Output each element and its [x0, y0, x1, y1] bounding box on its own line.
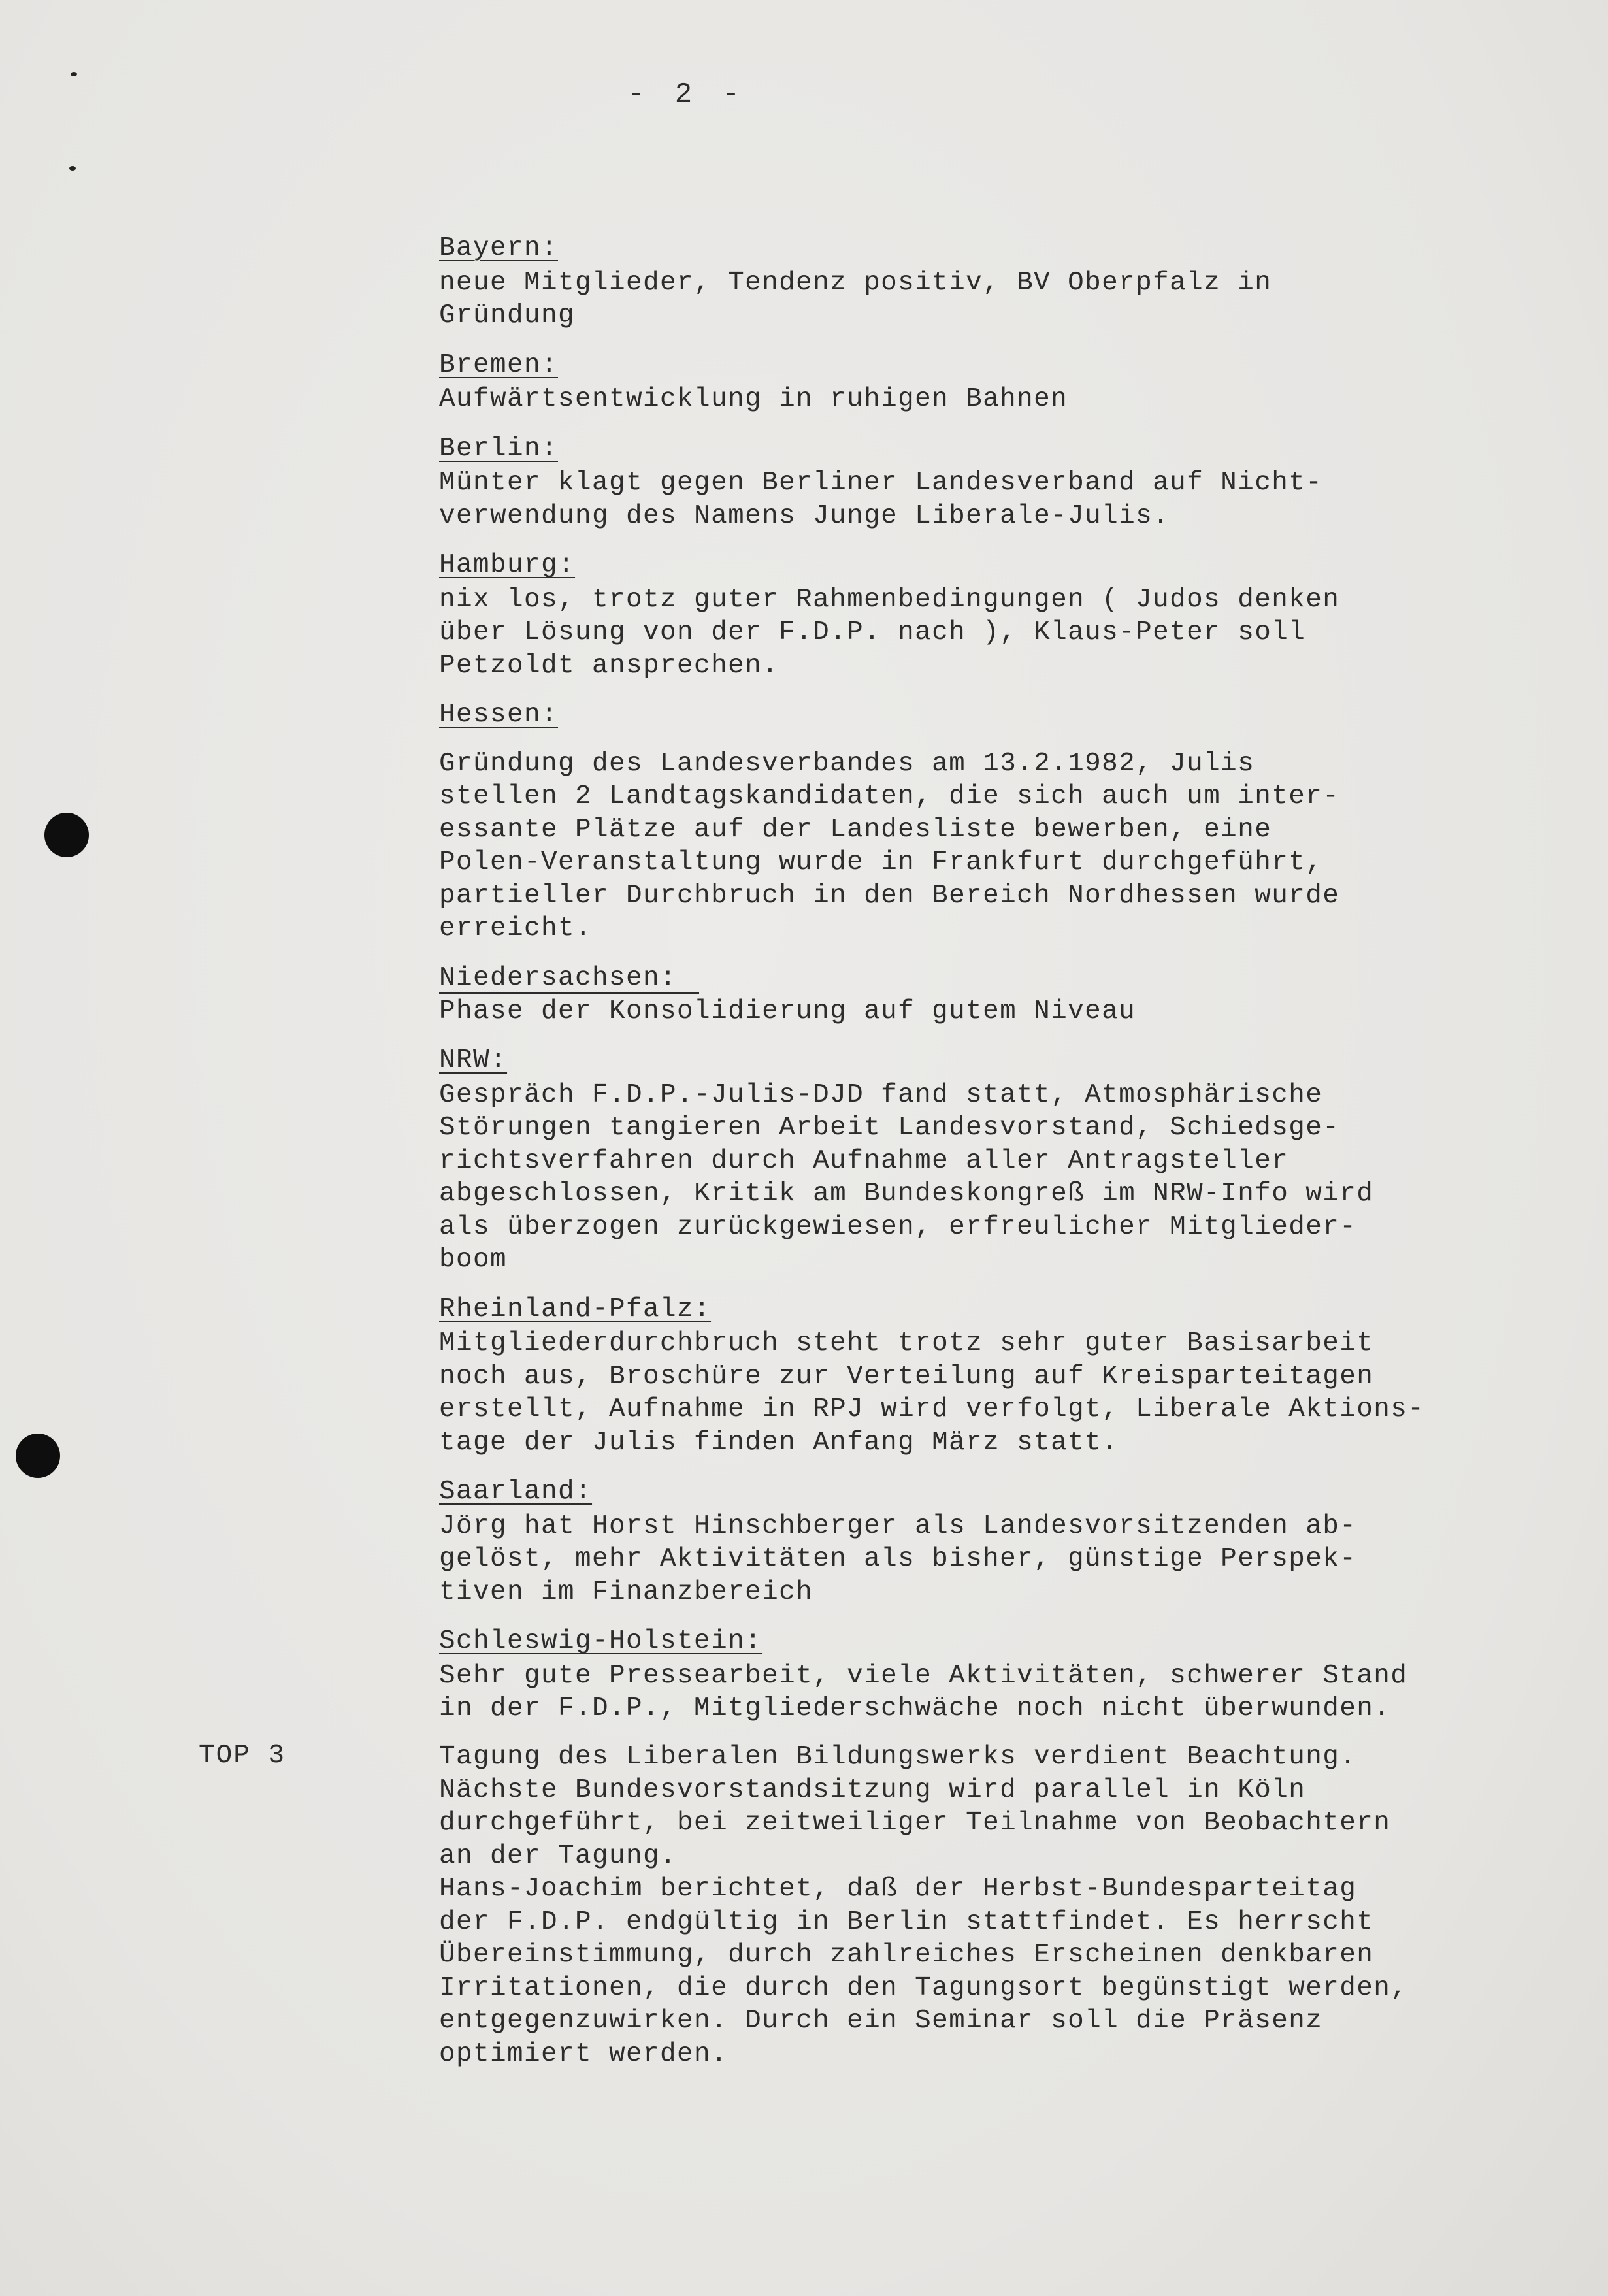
section-bayern — [439, 232, 1589, 333]
section-body: Gründung des Landesverbandes am 13.2.1982, Julis stellen 2 Landtagskandidaten, die sich auch um inter- essante Plätze auf der Landesliste bewerben, eine Polen-Veranstaltung wurde in Frankfurt durchgeführt, partieller Durchbruch in den Bereich Nordhessen wurde erreicht. — [439, 748, 1340, 943]
section-berlin — [439, 433, 1589, 533]
section-body: neue Mitglieder, Tendenz positiv, BV Oberpfalz in Gründung — [439, 267, 1272, 331]
punch-hole — [44, 813, 89, 857]
section-body: Jörg hat Horst Hinschberger als Landesvorsitzenden ab- gelöst, mehr Aktivitäten als bisher, günstige Perspek- tiven im Finanzbereich — [439, 1511, 1357, 1607]
section-heading: Bayern: — [439, 233, 559, 263]
section-niedersachsen — [439, 962, 1589, 1028]
section-nrw — [439, 1044, 1589, 1277]
section-heading: Rheinland-Pfalz: — [439, 1294, 712, 1324]
section-body: Phase der Konsolidierung auf gutem Niveau — [439, 996, 1136, 1026]
section-heading: Hessen: — [439, 700, 559, 730]
section-heading: Hamburg: — [439, 550, 576, 580]
ink-speck — [69, 166, 76, 171]
section-body: Sehr gute Pressearbeit, viele Aktivitäten, schwerer Stand in der F.D.P., Mitgliederschwäche noch nicht überwunden. — [439, 1660, 1408, 1724]
section-heading: Schleswig-Holstein: — [439, 1626, 763, 1656]
agenda-item-label: TOP 3 — [199, 1741, 286, 1771]
section-rheinland-pfalz — [439, 1293, 1589, 1460]
section-heading: Berlin: — [439, 433, 559, 464]
section-body: nix los, trotz guter Rahmenbedingungen ( Judos denken über Lösung von der F.D.P. nach ), Klaus-Peter soll Petzoldt ansprechen. — [439, 584, 1340, 681]
section-hamburg — [439, 549, 1589, 682]
section-hessen — [439, 698, 1589, 945]
state-reports — [439, 232, 1589, 1742]
section-body: Aufwärtsentwicklung in ruhigen Bahnen — [439, 384, 1068, 414]
ink-speck — [71, 72, 77, 76]
agenda-item-body: Tagung des Liberalen Bildungswerks verdient Beachtung. Nächste Bundesvorstandsitzung wird parallel in Köln durchgeführt, bei zeitweiliger Teilnahme von Beobachtern an der Tagung. Hans-Joachim berichtet, daß der Herbst-Bundesparteitag der F.D.P. endgültig in Berlin stattfindet. Es herrscht Übereinstimmung, durch zahlreiches Erscheinen denkbaren Irritationen, die durch den Tagungsort begünstigt werden, entgegenzuwirken. Durch ein Seminar soll die Präsenz optimiert werden. — [439, 1742, 1408, 2069]
section-body: Mitgliederdurchbruch steht trotz sehr guter Basisarbeit noch aus, Broschüre zur Verteilung auf Kreisparteitagen erstellt, Aufnahme in RPJ wird verfolgt, Liberale Aktions- tage der Julis finden Anfang März statt. — [439, 1328, 1425, 1458]
section-bremen — [439, 349, 1589, 416]
section-schleswig-holstein — [439, 1625, 1589, 1726]
section-heading: Bremen: — [439, 350, 559, 380]
section-heading: Saarland: — [439, 1477, 593, 1507]
punch-hole — [16, 1434, 60, 1478]
page-number: - 2 - — [627, 78, 747, 111]
section-body: Gespräch F.D.P.-Julis-DJD fand statt, Atmosphärische Störungen tangieren Arbeit Landesvorstand, Schiedsge- richtsverfahren durch Aufnahme aller Antragsteller abgeschlossen, Kritik am Bundeskongreß im NRW-Info wird als überzogen zurückgewiesen, erfreulicher Mitglieder- boom — [439, 1079, 1374, 1275]
section-saarland — [439, 1475, 1589, 1609]
section-body: Münter klagt gegen Berliner Landesverband auf Nicht- verwendung des Namens Junge Liberale-Julis. — [439, 468, 1323, 531]
section-heading: Niedersachsen: — [439, 964, 699, 994]
section-heading: NRW: — [439, 1045, 508, 1075]
